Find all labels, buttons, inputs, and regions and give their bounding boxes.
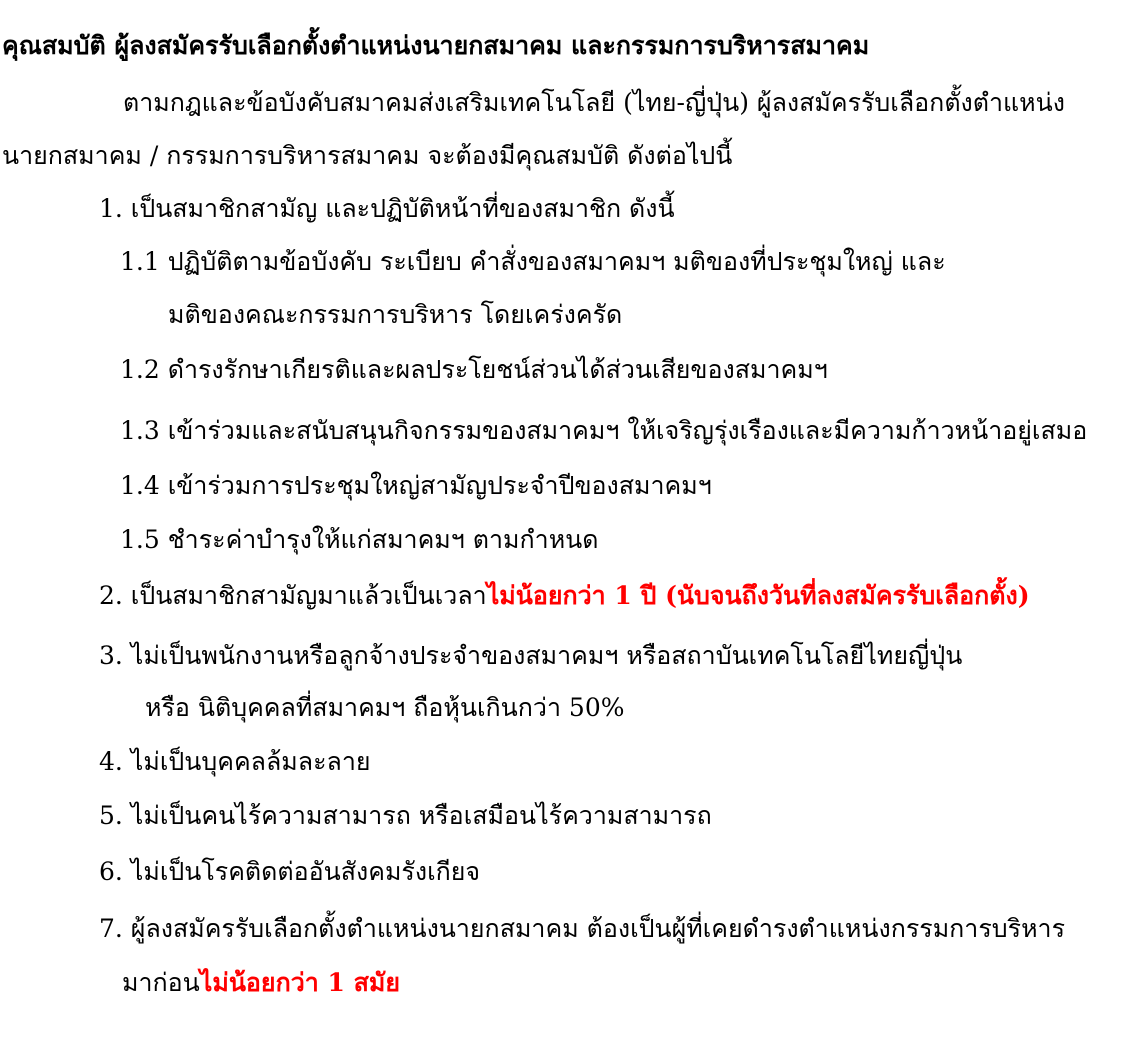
list-subitem-1-2: 1.2 ดำรงรักษาเกียรติและผลประโยชน์ส่วนได้ส่วนเสียของสมาคมฯ — [120, 355, 828, 384]
list-subitem-1-4: 1.4 เข้าร่วมการประชุมใหญ่สามัญประจำปีของสมาคมฯ — [120, 471, 712, 500]
list-item-7-text: มาก่อน — [122, 968, 200, 997]
list-item-7-highlight: ไม่น้อยกว่า 1 สมัย — [199, 968, 400, 997]
list-item-4: 4. ไม่เป็นบุคคลล้มละลาย — [99, 747, 371, 776]
list-item-5: 5. ไม่เป็นคนไร้ความสามารถ หรือเสมือนไร้ความสามารถ — [99, 801, 712, 830]
list-item-3: 3. ไม่เป็นพนักงานหรือลูกจ้างประจำของสมาคมฯ หรือสถาบันเทคโนโลยีไทยญี่ปุ่น — [99, 641, 963, 670]
list-item-6: 6. ไม่เป็นโรคติดต่ออันสังคมรังเกียจ — [99, 857, 481, 886]
list-item-3-continued: หรือ นิติบุคคลที่สมาคมฯ ถือหุ้นเกินกว่า 50% — [145, 693, 625, 722]
list-item-2-highlight: ไม่น้อยกว่า 1 ปี (นับจนถึงวันที่ลงสมัครรับเลือกตั้ง) — [486, 581, 1030, 610]
list-item-7-continued — [122, 966, 400, 1000]
list-subitem-1-1: 1.1 ปฏิบัติตามข้อบังคับ ระเบียบ คำสั่งของสมาคมฯ มติของที่ประชุมใหญ่ และ — [120, 247, 946, 276]
intro-paragraph-line-1: ตามกฎและข้อบังคับสมาคมส่งเสริมเทคโนโลยี (ไทย-ญี่ปุ่น) ผู้ลงสมัครรับเลือกตั้งตำแหน่ง — [123, 88, 1065, 117]
list-item-7: 7. ผู้ลงสมัครรับเลือกตั้งตำแหน่งนายกสมาคม ต้องเป็นผู้ที่เคยดำรงตำแหน่งกรรมการบริหาร — [99, 914, 1066, 943]
list-subitem-1-1-continued: มติของคณะกรรมการบริหาร โดยเคร่งครัด — [168, 300, 623, 329]
list-item-2 — [99, 579, 1030, 613]
list-subitem-1-3: 1.3 เข้าร่วมและสนับสนุนกิจกรรมของสมาคมฯ ให้เจริญรุ่งเรืองและมีความก้าวหน้าอยู่เสมอ — [120, 416, 1088, 445]
intro-paragraph-line-2: นายกสมาคม / กรรมการบริหารสมาคม จะต้องมีคุณสมบัติ ดังต่อไปนี้ — [2, 141, 733, 170]
list-item-1: 1. เป็นสมาชิกสามัญ และปฏิบัติหน้าที่ของสมาชิก ดังนี้ — [99, 194, 675, 223]
list-subitem-1-5: 1.5 ชำระค่าบำรุงให้แก่สมาคมฯ ตามกำหนด — [120, 525, 599, 554]
document-title: คุณสมบัติ ผู้ลงสมัครรับเลือกตั้งตำแหน่งนายกสมาคม และกรรมการบริหารสมาคม — [2, 31, 870, 60]
list-item-2-text: 2. เป็นสมาชิกสามัญมาแล้วเป็นเวลา — [99, 581, 487, 610]
